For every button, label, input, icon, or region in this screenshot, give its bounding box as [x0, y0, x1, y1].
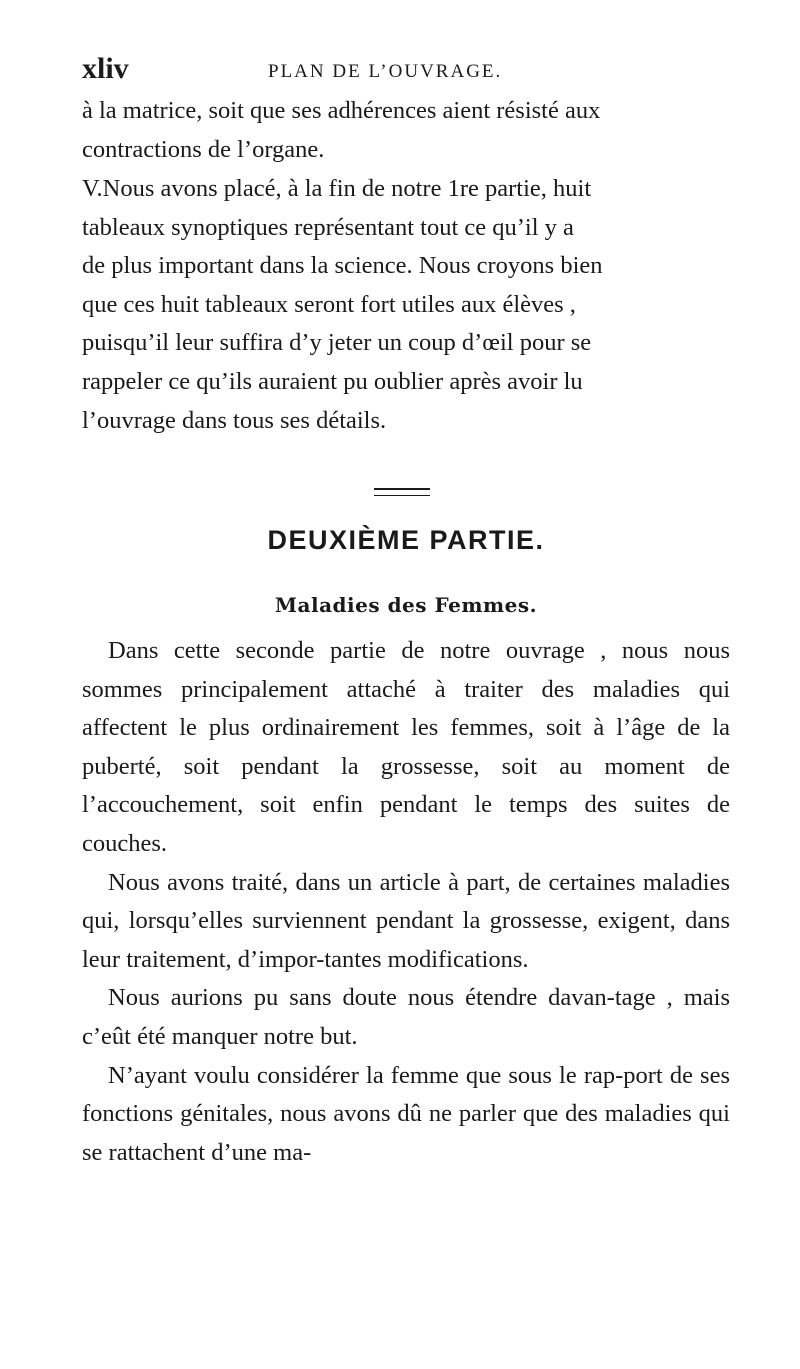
- text-line: puisqu’il leur suffira d’y jeter un coup d’œil pour se: [82, 329, 592, 357]
- paragraph: N’ayant voulu considérer la femme que sous le rap-port de ses fonctions génitales, nous avons dû ne parler que des maladies qui se rattachent d’une ma-: [82, 1061, 730, 1166]
- paragraph: Nous aurions pu sans doute nous étendre davan-tage , mais c’eût été manquer notre but.: [82, 984, 730, 1050]
- text-line: que ces huit tableaux seront fort utiles aux élèves ,: [82, 290, 576, 318]
- text-line: de plus important dans la science. Nous croyons bien: [82, 252, 603, 280]
- text-line: l’ouvrage dans tous ses détails.: [82, 406, 387, 434]
- section-v-paragraph: [82, 170, 730, 440]
- part-heading: DEUXIÈME PARTIE.: [267, 525, 545, 555]
- paragraph: Dans cette seconde partie de notre ouvrage , nous nous sommes principalement attaché à traiter des maladies qui affectent le plus ordinairement les femmes, soit à l’âge de la puberté, soit pendant la grossesse, soit au moment de l’accouchement, soit enfin pendant le temps des suites de couches.: [82, 637, 730, 857]
- text-line: tableaux synoptiques représentant tout ce qu’il y a: [82, 213, 574, 241]
- text-line: contractions de l’organe.: [82, 135, 325, 163]
- text-line: à la matrice, soit que ses adhérences aient résisté aux: [82, 97, 601, 124]
- continued-paragraph: [82, 92, 730, 169]
- part-subheading: Maladies des Femmes.: [274, 593, 538, 617]
- section-divider-rule: [374, 488, 430, 496]
- paragraph: Nous avons traité, dans un article à part, de certaines maladies qui, lorsqu’elles surviennent pendant la grossesse, exigent, dans leur traitement, d’impor-tantes modifications.: [82, 868, 730, 973]
- page-number: xliv: [82, 52, 129, 85]
- running-title: PLAN DE L’OUVRAGE.: [268, 61, 503, 82]
- text-line: rappeler ce qu’ils auraient pu oublier après avoir lu: [82, 367, 583, 395]
- text-line: V.Nous avons placé, à la fin de notre 1re partie, huit: [82, 175, 592, 202]
- part-two-body: [82, 632, 730, 1172]
- running-head: [82, 52, 722, 86]
